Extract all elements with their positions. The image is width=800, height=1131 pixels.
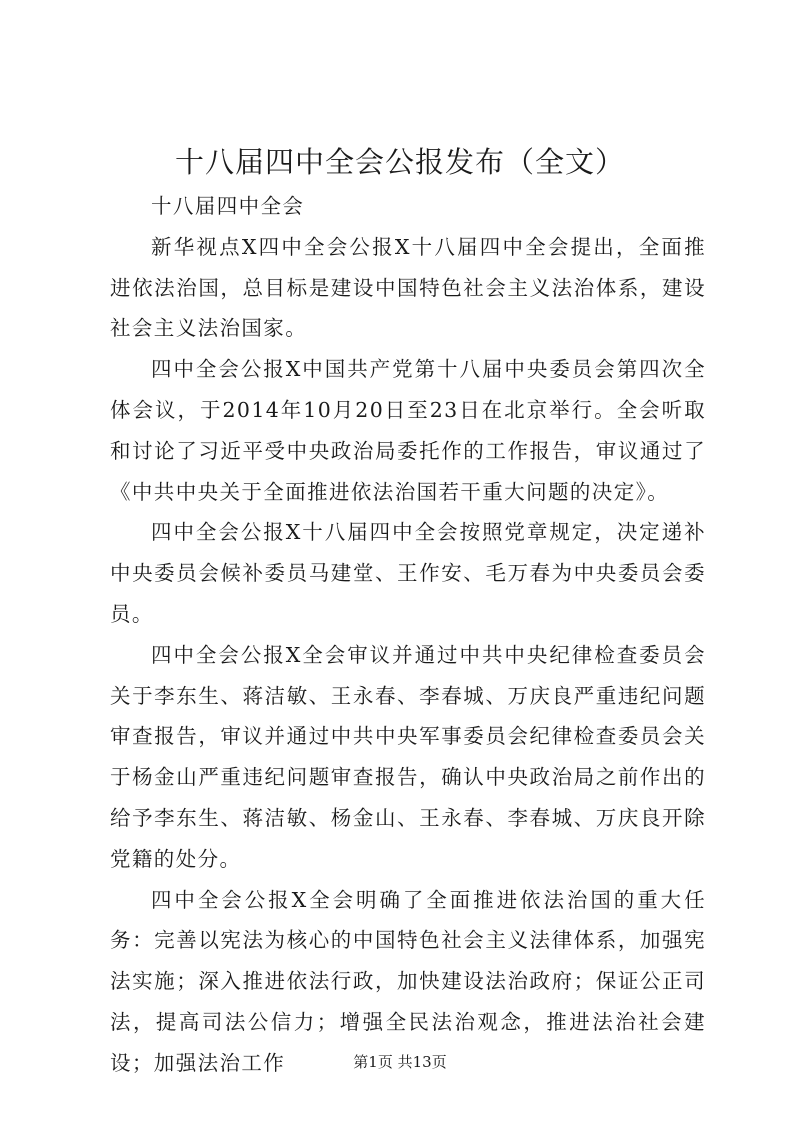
document-body [110, 186, 706, 1084]
paragraph-1: 十八届四中全会 [151, 194, 305, 218]
paragraph-6: 四中全会公报X全会明确了全面推进依法治国的重大任务：完善以宪法为核心的中国特色社会主义法律体系，加强宪法实施；深入推进依法行政，加快建设法治政府；保证公正司法，提高司法公信力；增强全民法治观念，推进法治社会建设；加强法治工作 [110, 887, 706, 1075]
paragraph-5: 四中全会公报X全会审议并通过中共中央纪律检查委员会关于李东生、蒋洁敏、王永春、李春城、万庆良严重违纪问题审查报告，审议并通过中共中央军事委员会纪律检查委员会关于杨金山严重违纪问题审查报告，确认中央政治局之前作出的给予李东生、蒋洁敏、杨金山、王永春、李春城、万庆良开除党籍的处分。 [110, 642, 706, 871]
paragraph-2: 新华视点X四中全会公报X十八届四中全会提出，全面推进依法治国，总目标是建设中国特色社会主义法治体系，建设社会主义法治国家。 [110, 234, 706, 341]
page-number-footer: 第1页 共13页 [353, 1053, 447, 1071]
document-title: 十八届四中全会公报发布（全文） [174, 145, 625, 179]
paragraph-4: 四中全会公报X十八届四中全会按照党章规定，决定递补中央委员会候补委员马建堂、王作安、毛万春为中央委员会委员。 [110, 520, 706, 626]
paragraph-3: 四中全会公报X中国共产党第十八届中央委员会第四次全体会议，于2014年10月20日至23日在北京举行。全会听取和讨论了习近平受中央政治局委托作的工作报告，审议通过了《中共中央关于全面推进依法治国若干重大问题的决定》。 [110, 357, 706, 504]
